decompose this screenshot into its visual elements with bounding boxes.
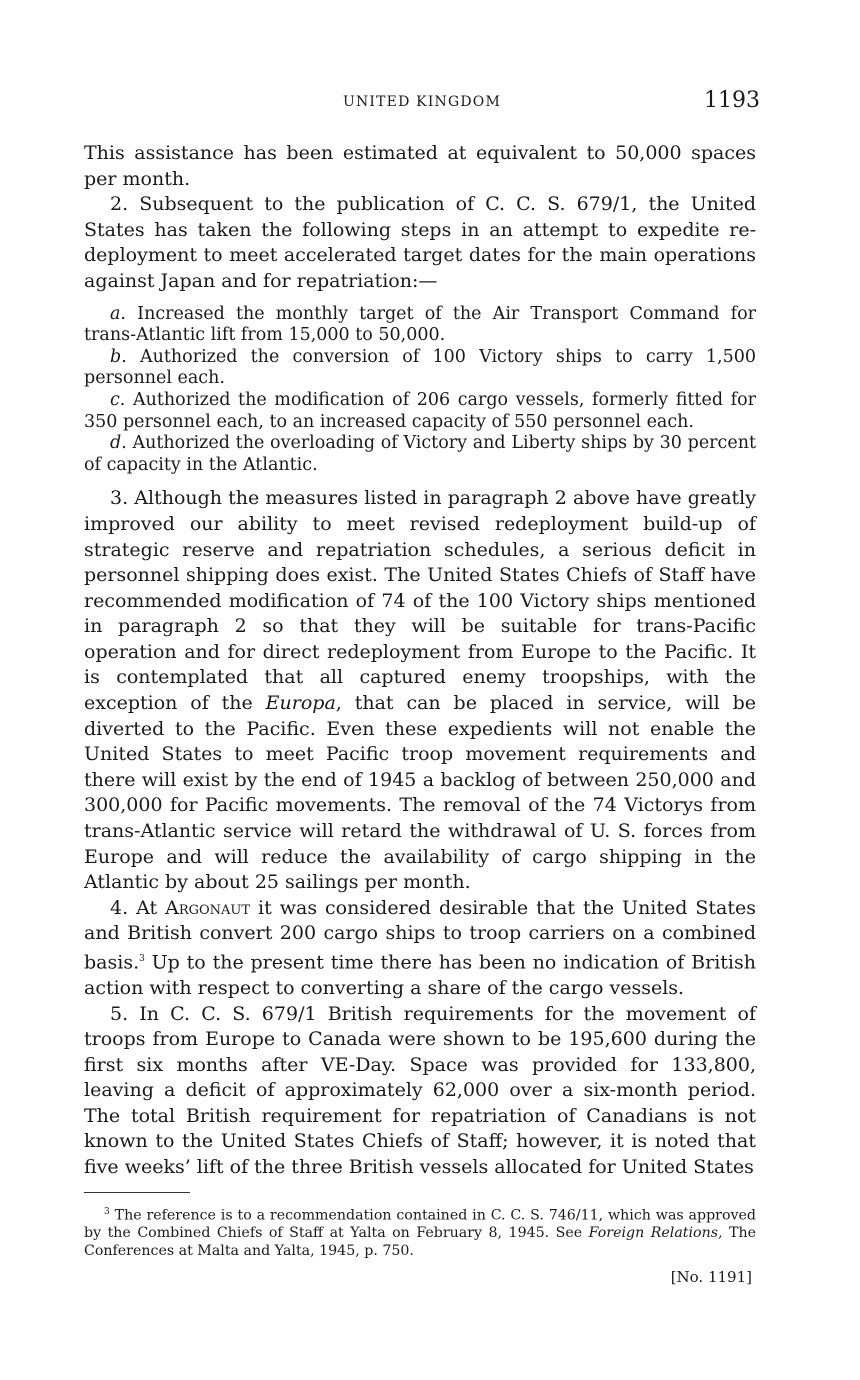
running-head-title: UNITED KINGDOM (342, 94, 502, 110)
list-item-letter: d. (110, 433, 127, 454)
paragraph-4-start: 4. At (110, 896, 166, 919)
steps-list (84, 304, 756, 477)
list-item-text: Authorized the conversion of 100 Victory ships to carry 1,500 personnel each. (84, 346, 756, 389)
paragraph-4-end: Up to the present time there has been no indication of British action with respect to converting a share of the cargo vessels. (84, 951, 756, 999)
document-number: [No. 1191] (670, 1268, 752, 1286)
list-item-text: Authorized the overloading of Victory and Liberty ships by 30 percent of capacity in the Atlantic. (84, 433, 756, 475)
page-number: 1193 (704, 88, 760, 113)
paragraph-3 (84, 486, 756, 896)
list-item (84, 347, 756, 390)
list-item-text: Increased the monthly target of the Air Transport Command for trans-Atlantic lift from 15,000 to 50,000. (84, 303, 756, 346)
paragraph-3-text-before-italic: the (221, 692, 266, 715)
codename-argonaut: Argonaut (165, 896, 251, 919)
footnote-mark: 3 (104, 1207, 110, 1217)
list-item (84, 304, 756, 347)
paragraph-3-text: 3. Although the measures listed in paragraph 2 above have greatly improved our ability to meet revised redeployment build-up of strategic reserve and repatriation schedules, a serious deficit in personnel shipping does exist. The United States Chiefs of Staff have recommended modification of 74 of the 100 Victory ships mentioned in paragraph 2 so that they will be suitable for trans-Pacific operation and for direct redeployment from Europe to the Pacific. It is contemplated that all captured enemy troopships, with the exception of (84, 487, 756, 715)
ship-name-europa: Europa (265, 692, 336, 715)
list-item (84, 390, 756, 433)
footnote (84, 1204, 756, 1261)
footnote-divider (84, 1192, 190, 1193)
paragraph-4-mid: it was considered desirable that the United States and British convert 200 cargo ships to troop carriers on a combined basis. (84, 896, 757, 974)
paragraph-continuation: This assistance has been estimated at equivalent to 50,000 spaces per month. (84, 142, 756, 190)
footnote-text-1: The reference is to a recommendation contained in C. C. S. 746/11, which was approved by the Combined Chiefs of Staff at Yalta on February 8, 1945. See (84, 1207, 756, 1242)
list-item-text: Authorized the modification of 206 cargo vessels, formerly fitted for 350 personnel each, to an increased capacity of 550 personnel each. (84, 389, 756, 432)
footnote-text-2: The Conferences at Malta and Yalta, 1945, p. 750. (84, 1225, 756, 1259)
paragraph-4 (84, 896, 756, 1002)
paragraph-2: 2. Subsequent to the publication of C. C. S. 679/1, the United States has taken the following steps in an attempt to expedite redeployment to meet accelerated target dates for the main operations against Japan and for repatriation:— (84, 193, 756, 292)
running-head (84, 90, 760, 120)
footnote-reference: 3 (139, 954, 145, 964)
list-item-letter: b. (110, 346, 127, 367)
body-text (84, 141, 756, 1181)
list-item (84, 433, 756, 476)
paragraph-5: 5. In C. C. S. 679/1 British requirements for the movement of troops from Europe to Canada were shown to be 195,600 during the first six months after VE-Day. Space was provided for 133,800, leaving a deficit of approximately 62,000 over a six-month period. The total British requirement for repatriation of Canadians is not known to the United States Chiefs of Staff; however, it is noted that five weeks’ lift of the three British vessels allocated for United States (84, 1002, 756, 1179)
paragraph-3-text-after-italic: , that can be placed in service, will be diverted to the Pacific. Even these expedients will not enable the United States to meet Pacific troop movement requirements and there will exist by the end of 1945 a backlog of between 250,000 and 300,000 for Pacific movements. The removal of the 74 Victorys from trans-Atlantic service will retard the withdrawal of U. S. forces from Europe and will reduce the availability of cargo shipping in the Atlantic by about 25 sailings per month. (84, 692, 757, 894)
list-item-letter: a. (110, 303, 126, 324)
list-item-letter: c. (110, 389, 126, 410)
footnote-text (84, 1204, 756, 1261)
footnote-italic-title: Foreign Relations, (588, 1225, 723, 1242)
